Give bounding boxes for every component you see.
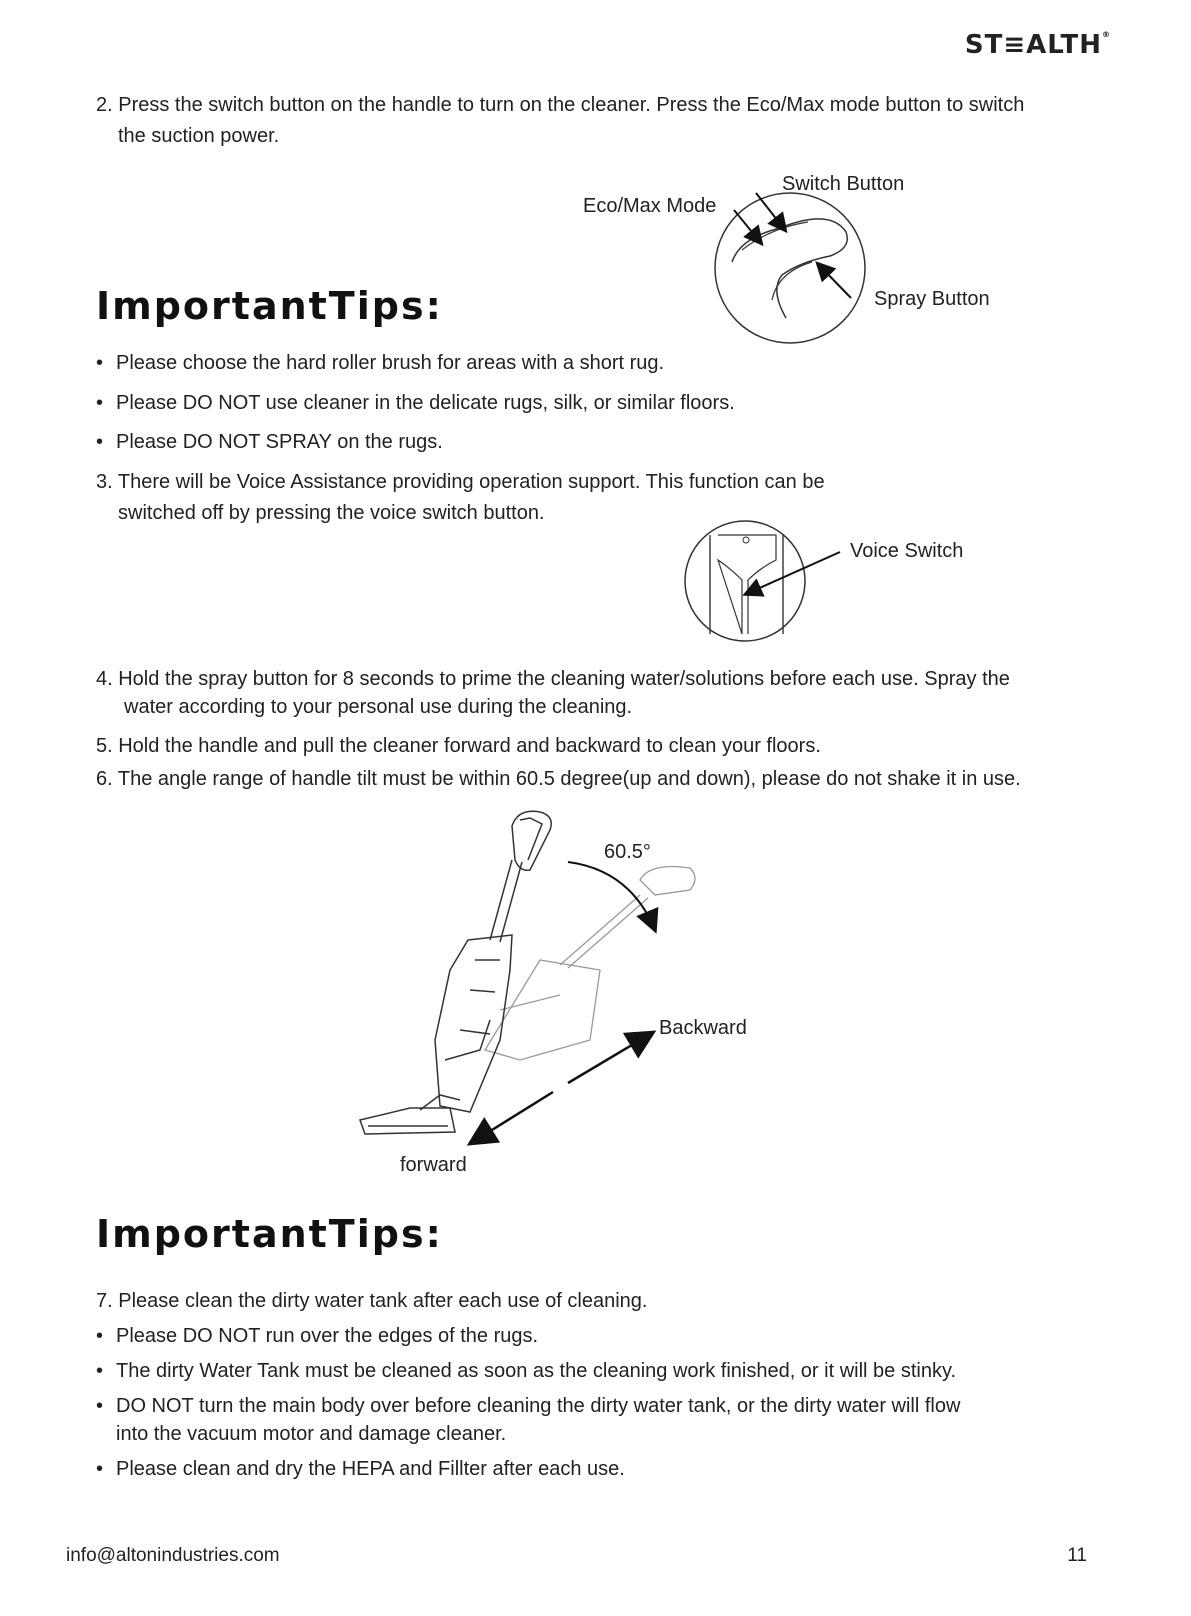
trademark-mark: ®: [1102, 30, 1111, 39]
tip-item: • Please choose the hard roller brush for areas with a short rug.: [96, 352, 665, 374]
spray-button-label: Spray Button: [874, 288, 990, 310]
tip-item: • Please clean and dry the HEPA and Fillter after each use.: [96, 1458, 625, 1480]
step-7: 7. Please clean the dirty water tank after each use of cleaning.: [96, 1290, 648, 1312]
important-tips-heading-1: ImportantTips:: [96, 284, 443, 328]
brand-name: ST≡ALTH: [964, 30, 1102, 60]
voice-switch-label: Voice Switch: [850, 540, 964, 562]
switch-button-label: Switch Button: [782, 173, 905, 195]
tip-item: • DO NOT turn the main body over before cleaning the dirty water tank, or the dirty water will flow: [96, 1395, 961, 1417]
step-2-line-1: 2. Press the switch button on the handle to turn on the cleaner. Press the Eco/Max mode button to switch: [96, 94, 1025, 116]
footer-email: info@altonindustries.com: [66, 1545, 280, 1566]
step-4-line-2: water according to your personal use during the cleaning.: [124, 696, 633, 718]
step-4-line-1: 4. Hold the spray button for 8 seconds to prime the cleaning water/solutions before each use. Spray the: [96, 668, 1010, 690]
step-3-line-1: 3. There will be Voice Assistance providing operation support. This function can be: [96, 471, 825, 493]
important-tips-heading-2: ImportantTips:: [96, 1212, 443, 1256]
step-5: 5. Hold the handle and pull the cleaner forward and backward to clean your floors.: [96, 735, 821, 757]
angle-label: 60.5°: [604, 841, 651, 863]
tip-item: • Please DO NOT run over the edges of the rugs.: [96, 1325, 539, 1347]
forward-label: forward: [400, 1154, 467, 1176]
eco-max-mode-label: Eco/Max Mode: [583, 195, 717, 217]
step-6: 6. The angle range of handle tilt must be within 60.5 degree(up and down), please do not shake it in use.: [96, 768, 1021, 790]
backward-label: Backward: [659, 1017, 747, 1039]
step-3-line-2: switched off by pressing the voice switch button.: [118, 502, 545, 524]
tip-item: • Please DO NOT SPRAY on the rugs.: [96, 431, 443, 453]
step-2-line-2: the suction power.: [118, 125, 280, 147]
tip-item: • The dirty Water Tank must be cleaned as soon as the cleaning work finished, or it will be stinky.: [96, 1360, 957, 1382]
page-number: 11: [1067, 1545, 1087, 1566]
tip-item: • Please DO NOT use cleaner in the delicate rugs, silk, or similar floors.: [96, 392, 735, 414]
tip-item-continuation: into the vacuum motor and damage cleaner.: [116, 1423, 507, 1445]
